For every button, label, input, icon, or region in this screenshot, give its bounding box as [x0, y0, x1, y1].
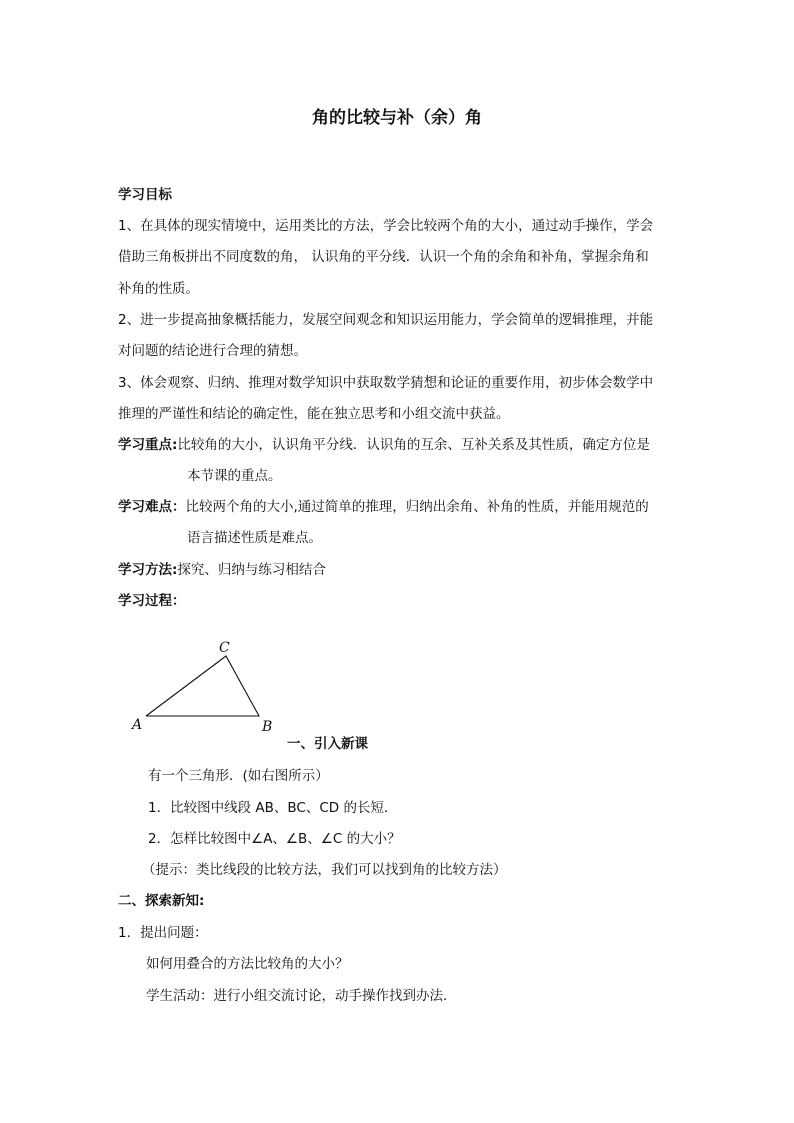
vertex-label-a: A [132, 717, 143, 733]
objective-2-line-1: 2、进一步提高抽象概括能力，发展空间观念和知识运用能力，学会简单的逻辑推理，并能 [118, 312, 654, 328]
vertex-label-c: C [219, 640, 230, 656]
objective-1-line-3: 补角的性质。 [118, 281, 199, 297]
key-points-line-2: 本节课的重点。 [187, 468, 282, 484]
key-points-label: 学习重点: [118, 437, 178, 453]
method [118, 561, 326, 579]
objective-3-line-1: 3、体会观察、归纳、推理对数学知识中获取数学猜想和论证的重要作用，初步体会数学中 [118, 375, 654, 391]
objectives-heading: 学习目标 [118, 187, 172, 203]
objective-1-line-1: 1、在具体的现实情境中，运用类比的方法，学会比较两个角的大小，通过动手操作，学会 [118, 218, 654, 234]
objective-2-line-2: 对问题的结论进行合理的猜想。 [118, 343, 307, 359]
section-1-intro: 有一个三角形．(如右图所示） [148, 768, 329, 784]
key-points-line-1: 比较角的大小，认识角平分线．认识角的互余、互补关系及其性质，确定方位是 [177, 437, 650, 453]
section-1-question-1: 1．比较图中线段 AB、BC、CD 的长短． [148, 800, 398, 816]
section-1-question-2: 2．怎样比较图中∠A、∠B、∠C 的大小？ [148, 831, 401, 847]
section-2-heading: 二、探索新知: [118, 893, 205, 909]
method-label: 学习方法: [118, 562, 178, 578]
triangle-figure [128, 636, 288, 740]
page-title: 角的比较与补（余）角 [312, 108, 482, 128]
key-points [118, 436, 650, 454]
section-2-activity: 学生活动：进行小组交流讨论，动手操作找到办法． [146, 988, 457, 1004]
process-label: 学习过程： [118, 593, 186, 609]
section-1-heading: 一、引入新课 [287, 736, 368, 752]
objective-1-line-2: 借助三角板拼出不同度数的角， 认识角的平分线．认识一个角的余角和补角，掌握余角和 [118, 249, 649, 265]
difficulties [118, 498, 649, 516]
section-1-hint: （提示：类比线段的比较方法，我们可以找到角的比较方法） [142, 862, 507, 878]
difficulties-label: 学习难点： [118, 499, 186, 515]
vertex-label-b: B [262, 719, 273, 735]
difficulties-line-1: 比较两个角的大小,通过简单的推理，归纳出余角、补角的性质，并能用规范的 [185, 499, 649, 515]
difficulties-line-2: 语言描述性质是难点。 [187, 530, 322, 546]
objective-3-line-2: 推理的严谨性和结论的确定性，能在独立思考和小组交流中获益。 [118, 406, 510, 422]
triangle-shape [146, 656, 259, 716]
section-2-step-1: 1．提出问题： [118, 925, 208, 941]
method-text: 探究、归纳与练习相结合 [177, 562, 326, 578]
section-2-question: 如何用叠合的方法比较角的大小？ [146, 956, 349, 972]
